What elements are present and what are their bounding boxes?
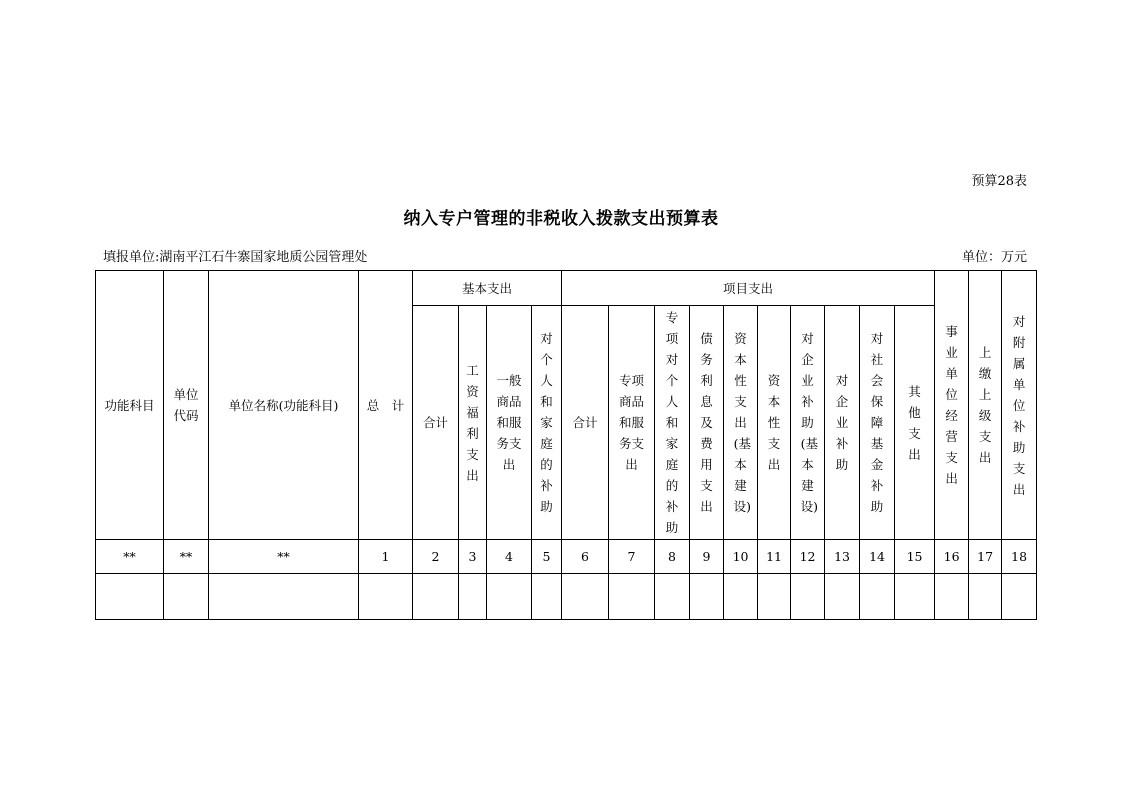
page-title: 纳入专户管理的非税收入拨款支出预算表 [403,209,719,229]
header-special-individual: 专项对个人和家庭的补助 [655,306,690,540]
col-num: 9 [690,540,724,574]
col-num: 2 [413,540,459,574]
col-num: 4 [487,540,532,574]
budget-table [95,270,1037,620]
col-num: 11 [758,540,791,574]
group-project-expenditure: 项目支出 [562,271,935,306]
header-affiliated: 对附属单位补助支出 [1002,271,1037,540]
header-total: 总 计 [359,271,413,540]
header-individual: 对个人和家庭的补助 [532,306,562,540]
header-basic-total: 合计 [413,306,459,540]
col-num: 7 [609,540,655,574]
table-cell [413,574,459,620]
col-num: 16 [935,540,969,574]
header-enterprise-build: 对企业补助(基本建设) [791,306,825,540]
col-num: 5 [532,540,562,574]
col-num: 6 [562,540,609,574]
col-num: 8 [655,540,690,574]
col-num: 18 [1002,540,1037,574]
col-num: ** [164,540,209,574]
header-unit-code: 单位代码 [164,271,209,540]
form-number: 预算28表 [971,174,1027,189]
col-num: 13 [825,540,860,574]
col-num: 3 [459,540,487,574]
col-num: 14 [860,540,895,574]
header-debt: 债务利息及费用支出 [690,306,724,540]
header-social: 对社会保障基金补助 [860,306,895,540]
header-enterprise: 对企业补助 [825,306,860,540]
table-cell [724,574,758,620]
col-num: 15 [895,540,935,574]
table-cell [459,574,487,620]
col-num: 17 [969,540,1002,574]
header-public-inst: 事业单位经营支出 [935,271,969,540]
currency-unit: 单位：万元 [961,250,1027,265]
table-cell [164,574,209,620]
table-cell [562,574,609,620]
table-cell [96,574,164,620]
header-func-subject: 功能科目 [96,271,164,540]
table-row [96,574,1037,620]
column-number-row [96,540,1037,574]
header-other: 其他支出 [895,306,935,540]
table-cell [655,574,690,620]
header-special-goods: 专项商品和服务支出 [609,306,655,540]
table-cell [860,574,895,620]
table-cell [791,574,825,620]
table-cell [969,574,1002,620]
table-cell [758,574,791,620]
table-cell [359,574,413,620]
header-goods: 一般商品和服务支出 [487,306,532,540]
header-capital-build: 资本性支出(基本建设) [724,306,758,540]
table-cell [209,574,359,620]
col-num: ** [209,540,359,574]
table-cell [532,574,562,620]
reporting-unit: 填报单位:湖南平江石牛寨国家地质公园管理处 [103,250,368,265]
table-cell [825,574,860,620]
table-cell [895,574,935,620]
header-unit-name: 单位名称(功能科目) [209,271,359,540]
col-num: 12 [791,540,825,574]
table-cell [609,574,655,620]
group-basic-expenditure: 基本支出 [413,271,562,306]
col-num: 10 [724,540,758,574]
table-cell [690,574,724,620]
header-upper: 上缴上级支出 [969,271,1002,540]
header-wage: 工资福利支出 [459,306,487,540]
col-num: ** [96,540,164,574]
header-capital: 资本性支出 [758,306,791,540]
table-cell [935,574,969,620]
col-num: 1 [359,540,413,574]
header-project-total: 合计 [562,306,609,540]
table-cell [487,574,532,620]
table-cell [1002,574,1037,620]
